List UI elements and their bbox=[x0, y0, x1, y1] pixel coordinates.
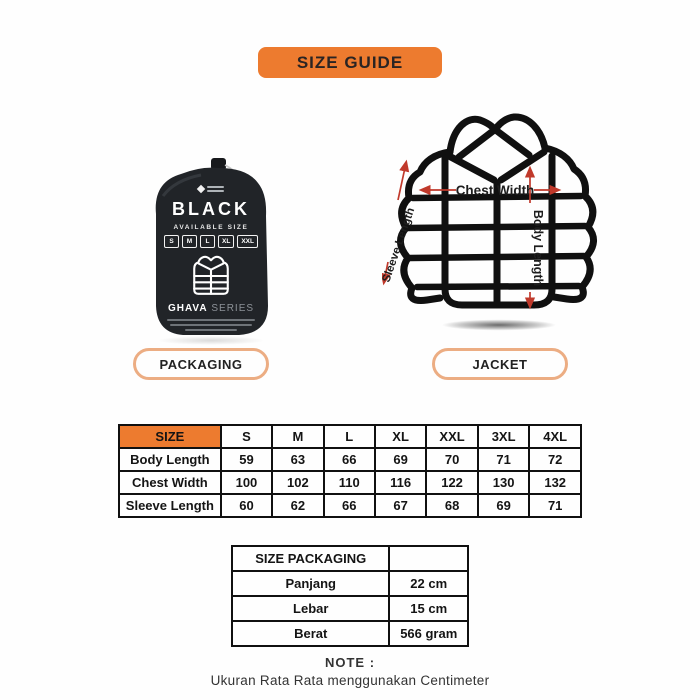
jacket-illustration bbox=[382, 106, 612, 346]
vest-outline bbox=[400, 117, 593, 305]
table-cell: 71 bbox=[529, 494, 581, 517]
size-chip: XXL bbox=[237, 235, 258, 248]
packaging-table-title: SIZE PACKAGING bbox=[232, 546, 389, 571]
bag-available-size-label: AVAILABLE SIZE bbox=[173, 224, 249, 231]
table-row-panjang bbox=[232, 571, 468, 596]
size-table-header-l: L bbox=[324, 425, 375, 448]
bag-print bbox=[151, 186, 271, 331]
table-cell: 68 bbox=[426, 494, 478, 517]
row-label: Berat bbox=[232, 621, 389, 646]
size-table-header-s: S bbox=[221, 425, 272, 448]
bag-brand-logo bbox=[198, 186, 224, 192]
note-title: NOTE : bbox=[324, 655, 376, 670]
size-table-header-4xl: 4XL bbox=[529, 425, 581, 448]
bag-fine-print bbox=[167, 319, 255, 331]
table-cell: 59 bbox=[221, 448, 272, 471]
table-cell: 63 bbox=[272, 448, 323, 471]
table-cell: 60 bbox=[221, 494, 272, 517]
jacket-pill[interactable] bbox=[432, 348, 568, 380]
row-label: Chest Width bbox=[119, 471, 221, 494]
bag-size-chips bbox=[164, 235, 258, 248]
table-cell: 132 bbox=[529, 471, 581, 494]
table-cell: 110 bbox=[324, 471, 375, 494]
table-cell: 62 bbox=[272, 494, 323, 517]
size-table-header-m: M bbox=[272, 425, 323, 448]
packaging-table-header-empty bbox=[389, 546, 468, 571]
table-cell: 130 bbox=[478, 471, 530, 494]
table-row-lebar bbox=[232, 596, 468, 621]
bag-series-name bbox=[168, 303, 254, 314]
table-cell: 102 bbox=[272, 471, 323, 494]
table-cell: 72 bbox=[529, 448, 581, 471]
table-cell: 70 bbox=[426, 448, 478, 471]
row-label: Body Length bbox=[119, 448, 221, 471]
table-cell: 66 bbox=[324, 448, 375, 471]
bag-color-name: BLACK bbox=[172, 199, 250, 219]
table-row-sleeve-length bbox=[119, 494, 581, 517]
table-cell: 15 cm bbox=[389, 596, 468, 621]
table-cell: 566 gram bbox=[389, 621, 468, 646]
table-cell: 69 bbox=[478, 494, 530, 517]
brand-wordmark bbox=[207, 186, 224, 192]
size-chip: S bbox=[164, 235, 179, 248]
jacket-shadow bbox=[442, 320, 556, 331]
note-text: Ukuran Rata Rata menggunakan Centimeter bbox=[210, 673, 490, 688]
packaging-pill-label: PACKAGING bbox=[159, 356, 243, 372]
vest-icon bbox=[190, 254, 232, 298]
row-label: Sleeve Length bbox=[119, 494, 221, 517]
chest-width-label: Chest Width bbox=[455, 183, 535, 198]
table-cell: 122 bbox=[426, 471, 478, 494]
row-label: Panjang bbox=[232, 571, 389, 596]
series-name-light: SERIES bbox=[211, 303, 255, 314]
table-cell: 66 bbox=[324, 494, 375, 517]
packaging-size-table bbox=[231, 545, 469, 647]
size-guide-banner[interactable] bbox=[258, 47, 442, 78]
diamond-icon bbox=[197, 185, 205, 193]
size-table-header-3xl: 3XL bbox=[478, 425, 530, 448]
size-table-header-row bbox=[119, 425, 581, 448]
sleeve-length-label: Sleeve Length bbox=[382, 206, 418, 284]
table-row-body-length bbox=[119, 448, 581, 471]
table-cell: 71 bbox=[478, 448, 530, 471]
table-row-chest-width bbox=[119, 471, 581, 494]
table-cell: 69 bbox=[375, 448, 426, 471]
table-cell: 67 bbox=[375, 494, 426, 517]
table-row-berat bbox=[232, 621, 468, 646]
size-table-header-xl: XL bbox=[375, 425, 426, 448]
table-cell: 22 cm bbox=[389, 571, 468, 596]
table-cell: 100 bbox=[221, 471, 272, 494]
size-chip: M bbox=[182, 235, 197, 248]
table-cell: 116 bbox=[375, 471, 426, 494]
size-chart-table bbox=[118, 424, 582, 518]
size-table-header-size: SIZE bbox=[119, 425, 221, 448]
size-chip: XL bbox=[218, 235, 234, 248]
size-guide-banner-label: SIZE GUIDE bbox=[296, 52, 404, 72]
packaging-pill[interactable] bbox=[133, 348, 269, 380]
jacket-diagram bbox=[382, 106, 612, 346]
series-name-bold: GHAVA bbox=[167, 303, 208, 314]
body-length-label: Body Length bbox=[531, 209, 545, 287]
packaging-bag-image bbox=[145, 156, 277, 346]
sleeve-length-arrow-up bbox=[398, 163, 406, 200]
jacket-pill-label: JACKET bbox=[472, 356, 528, 372]
size-table-header-xxl: XXL bbox=[426, 425, 478, 448]
note-section bbox=[0, 655, 700, 688]
packaging-table-header-row bbox=[232, 546, 468, 571]
size-chip: L bbox=[200, 235, 215, 248]
row-label: Lebar bbox=[232, 596, 389, 621]
